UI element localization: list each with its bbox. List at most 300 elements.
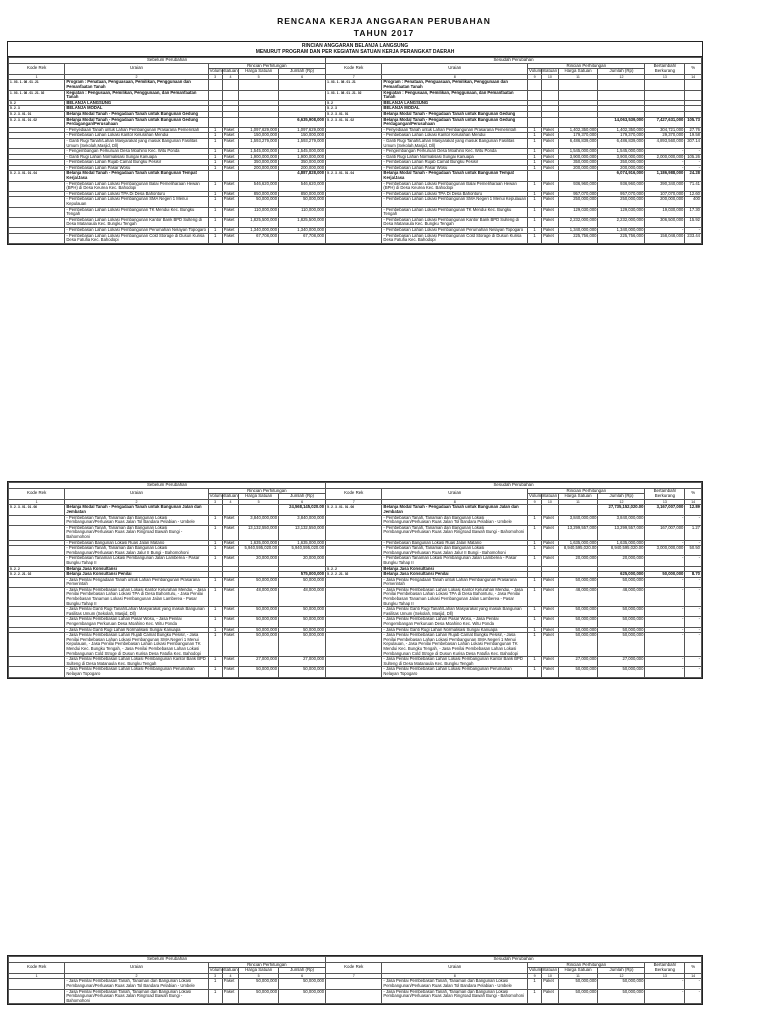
cell-jumlah2: 50,000,000 <box>598 607 645 617</box>
column-index: 2 <box>65 74 208 80</box>
cell-harga: 50,000,000 <box>239 979 279 989</box>
cell-uraian: Belanja Modal Tanah - Pengadaan Tanah untuk Bangunan Tempat Kerja/Jasa <box>65 171 208 181</box>
cell-jumlah2: 50,000,000 <box>598 577 645 587</box>
column-index: 12 <box>598 499 645 505</box>
cell-pct: - <box>685 627 702 633</box>
cell-vol2: 1 <box>528 546 542 556</box>
cell-uraian: - Jasa Penilai Pembebasan Tanah, Tanaman dan Bangunan Lokasi Pembangunan/Perluasan Ruas Jalan Tol Bandara Pelabian - Umbele <box>65 979 208 989</box>
column-index: 3 <box>208 499 222 505</box>
cell-sat2: Paket <box>542 515 558 525</box>
cell-uraian2: Belanja Jasa Konsultansi Penilai <box>382 572 528 578</box>
cell-vol2: 1 <box>528 525 542 540</box>
cell-harga: 1,545,000,000 <box>239 149 279 155</box>
cell-uraian2: - Jasa Penilai Pembebasan Lahan Lokasi Kantor Kelurahan Mendui, - Jasa Penilai Pembebasan Lahan Lokasi TPA di Desa Bahonturu, - Jasa Penilai Pembebasan Tanaman Lokasi Pembangunan Jalan Lamberea - Pasar Bungku Tahap II <box>382 587 528 606</box>
cell-kode <box>9 577 65 587</box>
cell-kode <box>9 657 65 667</box>
cell-diff <box>645 80 685 90</box>
cell-jumlah2: 20,000,000 <box>598 556 645 566</box>
cell-sat2: Paket <box>542 617 558 627</box>
cell-jumlah2: 250,000,000 <box>598 197 645 207</box>
cell-vol2: 1 <box>528 607 542 617</box>
cell-jumlah2: 3,840,000,000 <box>598 515 645 525</box>
cell-vol: 1 <box>208 546 222 556</box>
cell-harga: 3,840,000,000 <box>239 515 279 525</box>
cell-jumlah: 50,000,000 <box>279 577 326 587</box>
header-rincian: Rincian Perhitungan <box>208 962 325 968</box>
cell-sat2: Paket <box>542 149 558 155</box>
cell-harga: 20,000,000 <box>239 556 279 566</box>
cell-harga: 50,000,000 <box>239 989 279 1004</box>
cell-vol2: 1 <box>528 667 542 677</box>
table-row <box>9 587 702 606</box>
header-satuan: Satuan <box>223 493 238 499</box>
cell-uraian: - Ganti Rugi Tanah/Lahan Masyarakat yang masuk Bangunan Fasilitas Umum (Sekolah,Masjid, Dll) <box>65 138 208 148</box>
cell-sat: Paket <box>222 540 238 546</box>
cell-sat2 <box>542 90 558 100</box>
header-harga-2: Harga Satuan <box>558 69 598 75</box>
header-satuan-2: Satuan <box>543 967 558 973</box>
cell-sat <box>222 171 238 181</box>
cell-sat: Paket <box>222 667 238 677</box>
cell-harga2: 50,000,000 <box>558 617 598 627</box>
cell-pct: - <box>685 607 702 617</box>
header-jumlah: Jumlah (Rp) <box>279 494 326 500</box>
cell-uraian: - Ganti Rugi Lahan Normalisasi Sungai Kanuapa <box>65 154 208 160</box>
cell-jumlah2: 2,232,000,000 <box>598 217 645 227</box>
cell-jumlah: 546,620,000 <box>279 181 326 191</box>
cell-harga: 1,900,000,000 <box>239 154 279 160</box>
header-after: Sesudah Perubahan <box>326 957 702 963</box>
cell-uraian: BELANJA MODAL <box>65 106 208 112</box>
header-rincian: Rincian Perhitungan <box>208 488 325 494</box>
cell-uraian: - Jasa Penilai Pembebasan Lahan Lokasi Kantor Kelurahan Mendui, - Jasa Penilai Pembebasan Lahan Lokasi TPA di Desa Bahonturu, - Jasa Penilai Pembebasan Tanaman Lokasi Pembangunan Jalan Lamberea - Pasar Bungku Tahap II <box>65 587 208 606</box>
cell-sat: Paket <box>222 989 238 1004</box>
header-rincian-2: Rincian Perhitungan <box>528 63 645 69</box>
cell-sat2: Paket <box>542 138 558 148</box>
cell-sat: Paket <box>222 556 238 566</box>
cell-harga2: 1,635,000,000 <box>558 540 598 546</box>
cell-pct <box>685 90 702 100</box>
cell-pct <box>685 80 702 90</box>
cell-uraian: Belanja Jasa Konsultansi Penilai <box>65 572 208 578</box>
cell-jumlah2: 936,960,000 <box>598 181 645 191</box>
cell-harga2: 179,370,000 <box>558 133 598 139</box>
cell-harga2: 50,000,000 <box>558 667 598 677</box>
cell-uraian: - Pembebasan Bangunan Lokasi Ruas Jalan Matano <box>65 540 208 546</box>
header-jumlah: Jumlah (Rp) <box>279 69 326 75</box>
cell-harga: 110,000,000 <box>239 207 279 217</box>
column-index: 1 <box>9 74 65 80</box>
cell-sat: Paket <box>222 657 238 667</box>
column-index: 9 <box>528 74 542 80</box>
cell-diff: 304,721,000 <box>645 127 685 133</box>
cell-sat <box>222 505 238 515</box>
column-index: 6 <box>279 973 326 979</box>
cell-harga2: 50,000,000 <box>558 989 598 1004</box>
cell-harga <box>239 80 279 90</box>
header-uraian: Uraian <box>65 63 208 74</box>
cell-diff: - <box>645 540 685 546</box>
table-row <box>9 90 702 100</box>
cell-pct: - <box>685 515 702 525</box>
cell-harga2: 13,299,557,000 <box>558 525 598 540</box>
cell-harga: 546,620,000 <box>239 181 279 191</box>
cell-pct: 105.26 <box>685 154 702 160</box>
cell-vol2: 1 <box>528 515 542 525</box>
column-index: 4 <box>222 74 238 80</box>
cell-jumlah: 50,000,000 <box>279 979 326 989</box>
cell-harga: 27,000,000 <box>239 657 279 667</box>
column-index: 10 <box>542 973 558 979</box>
cell-sat: Paket <box>222 587 238 606</box>
cell-kode: 5 . 2 . 3 <box>9 106 65 112</box>
cell-vol2: 1 <box>528 165 542 171</box>
cell-uraian: Belanja Modal Tanah - Pengadaan Tanah untuk Bangunan Gedung Perdagangan/Perusahaan <box>65 117 208 127</box>
cell-diff <box>645 90 685 100</box>
cell-pct: 50.50 <box>685 546 702 556</box>
cell-jumlah: 50,000,000 <box>279 617 326 627</box>
cell-kode2 <box>326 138 382 148</box>
cell-jumlah: 50,000,000 <box>279 607 326 617</box>
cell-sat <box>222 90 238 100</box>
cell-jumlah: 3,840,000,000 <box>279 515 326 525</box>
cell-kode2 <box>326 587 382 606</box>
cell-pct: 307.14 <box>685 138 702 148</box>
cell-harga2: 350,000,000 <box>558 160 598 166</box>
column-index: 3 <box>208 973 222 979</box>
cell-vol: 1 <box>208 154 222 160</box>
cell-harga2: 48,000,000 <box>558 587 598 606</box>
cell-uraian2: Belanja Modal Tanah - Pengadaan Tanah untuk Bangunan Gedung Perdagangan/Perusahaan <box>382 117 528 127</box>
budget-table-3 <box>8 956 702 1004</box>
cell-sat: Paket <box>222 191 238 197</box>
cell-uraian: - Penyediaan Tanah untuk Lahan Pembangunan Prasarana Pemerintah <box>65 127 208 133</box>
table-row <box>9 657 702 667</box>
cell-vol: 1 <box>208 657 222 667</box>
cell-kode <box>9 233 65 243</box>
cell-kode: 1 . 03 . 1 . 08 . 01 . 21 . 02 <box>9 90 65 100</box>
cell-uraian2: - Pembebasan Tanah, Tanaman dan Bangunan Lokasi Pembangunan/Perluasan Ruas Jalan Ringroad Bawah Bungi - Bahomohoni <box>382 525 528 540</box>
cell-sat2: Paket <box>542 979 558 989</box>
cell-harga <box>239 90 279 100</box>
column-index: 13 <box>645 973 685 979</box>
cell-harga: 850,000,000 <box>239 191 279 197</box>
cell-harga: 1,593,279,000 <box>239 138 279 148</box>
cell-kode: 5 . 2 . 3 . 01 . 01 . 02 <box>9 117 65 127</box>
cell-jumlah2: 129,030,000 <box>598 207 645 217</box>
cell-kode <box>9 979 65 989</box>
cell-diff: - <box>645 577 685 587</box>
cell-uraian2: Belanja Modal Tanah - Pengadaan Tanah untuk Bangunan Jalan dan Jembatan <box>382 505 528 515</box>
cell-sat: Paket <box>222 607 238 617</box>
cell-jumlah2: 200,000,000 <box>598 165 645 171</box>
cell-sat2: Paket <box>542 217 558 227</box>
cell-sat: Paket <box>222 165 238 171</box>
sheet-subtitle <box>8 42 702 57</box>
cell-pct: 105.73 <box>685 117 702 127</box>
cell-vol2: 1 <box>528 556 542 566</box>
column-index: 4 <box>222 973 238 979</box>
column-index: 10 <box>542 74 558 80</box>
cell-jumlah: 27,000,000 <box>279 657 326 667</box>
cell-jumlah2: 14,063,539,000 <box>598 117 645 127</box>
column-index: 11 <box>558 74 598 80</box>
cell-harga2: 200,000,000 <box>558 165 598 171</box>
column-index: 8 <box>382 973 528 979</box>
cell-harga2: 129,030,000 <box>558 207 598 217</box>
cell-vol: 1 <box>208 217 222 227</box>
cell-kode2 <box>326 979 382 989</box>
cell-diff: 306,500,000 <box>645 217 685 227</box>
cell-jumlah: 150,000,000 <box>279 133 326 139</box>
header-harga: Harga Satuan <box>239 968 279 974</box>
header-after: Sesudah Perubahan <box>326 58 702 64</box>
cell-harga2: 50,000,000 <box>558 607 598 617</box>
cell-jumlah2 <box>598 90 645 100</box>
cell-jumlah: 24,568,145,020.00 <box>279 505 326 515</box>
document-title: RENCANA KERJA ANGGARAN PERUBAHAN <box>277 16 491 26</box>
table-row <box>9 577 702 587</box>
cell-pct: - <box>685 165 702 171</box>
cell-uraian: - Pembebasan Lahan Lokasi Kantor Kelurahan Mendui <box>65 133 208 139</box>
cell-diff: 390,340,000 <box>645 181 685 191</box>
column-index: 6 <box>279 74 326 80</box>
column-index: 5 <box>239 973 279 979</box>
cell-vol2: 1 <box>528 138 542 148</box>
cell-harga2 <box>558 505 598 515</box>
header-kode-rek-2: Kode Rek <box>326 962 382 973</box>
cell-kode2 <box>326 217 382 227</box>
cell-kode2: 5 . 2 <box>326 100 382 106</box>
cell-diff: - <box>645 607 685 617</box>
cell-pct: - <box>685 556 702 566</box>
cell-uraian: Belanja Jasa Konsultansi <box>65 566 208 572</box>
cell-jumlah2: 3,900,000,000 <box>598 154 645 160</box>
cell-uraian: - Jasa Penilai Pembebasan Lahan Rujab Camat Bungku Pesisir, - Jasa Penilai Pembebasan Lahan Lokasi Pembangunan SMA Negeri 1 Menui Kepulauan, - Jasa Penilai Pembebasan Lahan Lokasi Pembangunan TK Mendui Kec. Bungku Tengah, - Jasa Penilai Pembebasan Lahan Lokasi Pembangunan Cold Stroge di Dusun Kurisa Desa Fatufia Kec. Bahodopi <box>65 633 208 657</box>
cell-pct: - <box>685 587 702 606</box>
cell-kode <box>9 989 65 1004</box>
cell-uraian2: Belanja Jasa Konsultansi <box>382 566 528 572</box>
cell-pct: 400 <box>685 197 702 207</box>
cell-harga2: 3,840,000,000 <box>558 515 598 525</box>
cell-vol: 1 <box>208 515 222 525</box>
cell-uraian2: - Jasa Penilai Pembebasan Lahan Lokasi Pembangunan Kantor Bank BPD Sulteng di Desa Matanaula Kec. Bungku Tengah <box>382 657 528 667</box>
cell-harga: 1,097,629,000 <box>239 127 279 133</box>
column-index: 13 <box>645 499 685 505</box>
cell-harga: 50,000,000 <box>239 627 279 633</box>
column-index: 6 <box>279 499 326 505</box>
cell-uraian2: - Jasa Penilai Pengadaan Tanah untuk Lahan Pembangunan Prasarana Pemerintah <box>382 577 528 587</box>
cell-vol2: 1 <box>528 207 542 217</box>
cell-jumlah: 50,000,000 <box>279 989 326 1004</box>
cell-kode: 1 . 03 . 1 . 08 . 01 . 21 <box>9 80 65 90</box>
cell-pct: - <box>685 617 702 627</box>
cell-harga: 50,000,000 <box>239 633 279 657</box>
column-index: 10 <box>542 499 558 505</box>
table-row <box>9 233 702 243</box>
cell-vol: 1 <box>208 607 222 617</box>
cell-vol2: 1 <box>528 154 542 160</box>
cell-diff: - <box>645 979 685 989</box>
cell-vol: 1 <box>208 233 222 243</box>
cell-jumlah2: 27,735,152,020.00 <box>598 505 645 515</box>
cell-jumlah2: 50,000,000 <box>598 617 645 627</box>
cell-jumlah2: 6,486,839,000 <box>598 138 645 148</box>
cell-kode2 <box>326 525 382 540</box>
cell-uraian: - Pembebasan Lahan Lokasi Pembangunan SMA Negeri 1 Menui Kepulauan <box>65 197 208 207</box>
cell-uraian2: Belanja Modal Tanah - Pengadaan Tanah untuk Bangunan Gedung <box>382 111 528 117</box>
cell-uraian2: - Pembebasan Lahan Lokasi Pembangunan Kantor Bank BPD Sulteng di Desa Matanaula Kec. Bungku Tengah <box>382 217 528 227</box>
cell-harga <box>239 171 279 181</box>
column-index: 7 <box>326 74 382 80</box>
cell-vol: 1 <box>208 165 222 171</box>
cell-jumlah: 50,000,000 <box>279 633 326 657</box>
cell-sat2 <box>542 80 558 90</box>
cell-harga: 67,708,000 <box>239 233 279 243</box>
cell-jumlah <box>279 80 326 90</box>
cell-uraian2: - Pengembangan Perkuruan Desa Moahino Kec. Witu Ponda <box>382 149 528 155</box>
cell-harga2: 1,402,350,000 <box>558 127 598 133</box>
cell-vol: 1 <box>208 160 222 166</box>
cell-jumlah2: 50,000,000 <box>598 667 645 677</box>
cell-diff: 3,167,007,000 <box>645 505 685 515</box>
cell-uraian2: - Pembebasan Bangunan Lokasi Ruas Jalan Matano <box>382 540 528 546</box>
cell-vol2: 1 <box>528 191 542 197</box>
cell-uraian: - Jasa Penilai Ganti Rugi Lahan Normalisasi Sungai Kanuapa <box>65 627 208 633</box>
column-index: 14 <box>685 973 702 979</box>
table-row <box>9 207 702 217</box>
cell-jumlah2 <box>598 80 645 90</box>
cell-vol: 1 <box>208 181 222 191</box>
cell-diff: 1,186,988,000 <box>645 171 685 181</box>
cell-vol: 1 <box>208 207 222 217</box>
cell-uraian: - Jasa Penilai Pengadaan Tanah untuk Lahan Pembangunan Prasarana Pemerintah <box>65 577 208 587</box>
cell-kode2: 5 . 2 . 2 <box>326 566 382 572</box>
cell-sat <box>222 80 238 90</box>
header-uraian-2: Uraian <box>382 962 528 973</box>
cell-kode <box>9 617 65 627</box>
column-index: 7 <box>326 973 382 979</box>
cell-uraian: BELANJA LANGSUNG <box>65 100 208 106</box>
cell-harga: 1,825,500,000 <box>239 217 279 227</box>
cell-jumlah2: 6,074,916,000 <box>598 171 645 181</box>
cell-sat2: Paket <box>542 607 558 617</box>
cell-jumlah: 575,000,000 <box>279 572 326 578</box>
header-kode-rek-2: Kode Rek <box>326 63 382 74</box>
cell-uraian: Program : Penataan, Penguasaan, Pemilikan, Penggunaan dan Pemanfaatan Tanah <box>65 80 208 90</box>
table-row <box>9 217 702 227</box>
cell-harga2 <box>558 117 598 127</box>
cell-jumlah <box>279 90 326 100</box>
cell-jumlah: 50,000,000 <box>279 627 326 633</box>
cell-sat2: Paket <box>542 133 558 139</box>
cell-vol2: 1 <box>528 197 542 207</box>
cell-harga2: 3,900,000,000 <box>558 154 598 160</box>
cell-sat2: Paket <box>542 181 558 191</box>
cell-vol2 <box>528 80 542 90</box>
cell-uraian2: - Jasa Penilai Ganti Rugi Lahan Normalisasi Sungai Kanuapa <box>382 627 528 633</box>
cell-vol2: 1 <box>528 233 542 243</box>
cell-sat2 <box>542 117 558 127</box>
cell-sat: Paket <box>222 197 238 207</box>
cell-diff: 50,000,000 <box>645 572 685 578</box>
cell-kode: 5 . 2 . 3 . 01 . 01 . 04 <box>9 171 65 181</box>
cell-jumlah: 50,000,000 <box>279 667 326 677</box>
cell-harga: 50,000,000 <box>239 667 279 677</box>
header-persen: % <box>685 488 702 499</box>
cell-harga: 5,940,595,020.00 <box>239 546 279 556</box>
cell-uraian: - Jasa Penilai Pembebasan Tanah, Tanaman dan Bangunan Lokasi Pembangunan/Perluasan Ruas Jalan Ringroad Bawah Bungi - Bahomohoni <box>65 989 208 1004</box>
cell-jumlah2: 50,000,000 <box>598 633 645 657</box>
cell-vol <box>208 505 222 515</box>
cell-jumlah2: 48,000,000 <box>598 587 645 606</box>
cell-sat2: Paket <box>542 127 558 133</box>
cell-uraian2: - Ganti Rugi Lahan Normalisasi Sungai Kanuapa <box>382 154 528 160</box>
budget-table-2 <box>8 482 702 678</box>
cell-harga2: 957,070,000 <box>558 191 598 197</box>
cell-diff: 107,070,000 <box>645 191 685 197</box>
cell-pct: - <box>685 577 702 587</box>
cell-harga2: 50,000,000 <box>558 979 598 989</box>
cell-pct: 1.27 <box>685 525 702 540</box>
cell-kode2 <box>326 667 382 677</box>
cell-harga: 350,000,000 <box>239 160 279 166</box>
cell-sat: Paket <box>222 138 238 148</box>
cell-kode: 5 . 2 <box>9 100 65 106</box>
cell-vol2: 1 <box>528 228 542 234</box>
cell-jumlah: 1,545,000,000 <box>279 149 326 155</box>
cell-kode: 5 . 2 . 3 . 01 . 01 . 06 <box>9 505 65 515</box>
cell-uraian: - Pembebasan Tanaman Lokasi Pembangunan Jalan Lamberea - Pasar Bungku Tahap II <box>65 556 208 566</box>
cell-jumlah: 350,000,000 <box>279 160 326 166</box>
cell-uraian2: - Pembebasan Lahan Lokasi Pembangunan TK Mendui Kec. Bungku Tengah <box>382 207 528 217</box>
cell-vol2: 1 <box>528 627 542 633</box>
cell-pct: 27.76 <box>685 127 702 133</box>
cell-kode <box>9 515 65 525</box>
cell-sat2: Paket <box>542 989 558 1004</box>
cell-kode <box>9 607 65 617</box>
table-row <box>9 138 702 148</box>
cell-pct: 24.28 <box>685 171 702 181</box>
cell-kode <box>9 556 65 566</box>
cell-diff: - <box>645 587 685 606</box>
cell-sat: Paket <box>222 233 238 243</box>
cell-kode2 <box>326 556 382 566</box>
header-volume-2: Volume <box>529 967 544 973</box>
table-row <box>9 80 702 90</box>
cell-sat2: Paket <box>542 525 558 540</box>
table-row <box>9 667 702 677</box>
cell-sat: Paket <box>222 217 238 227</box>
cell-vol2: 1 <box>528 127 542 133</box>
cell-harga: 1,635,000,000 <box>239 540 279 546</box>
column-index: 8 <box>382 74 528 80</box>
cell-sat2: Paket <box>542 577 558 587</box>
header-volume: Volume <box>209 68 225 74</box>
cell-pct: 12.89 <box>685 505 702 515</box>
cell-kode2: 1 . 03 . 1 . 08 . 01 . 21 <box>326 80 382 90</box>
cell-vol2: 1 <box>528 217 542 227</box>
cell-harga2: 250,000,000 <box>558 197 598 207</box>
column-index: 14 <box>685 499 702 505</box>
cell-vol: 1 <box>208 587 222 606</box>
cell-harga2 <box>558 80 598 90</box>
header-rincian: Rincian Perhitungan <box>208 63 325 69</box>
cell-kode2: 5 . 2 . 3 . 01 . 01 . 06 <box>326 505 382 515</box>
cell-harga: 1,340,000,000 <box>239 228 279 234</box>
cell-vol2: 1 <box>528 633 542 657</box>
cell-harga <box>239 117 279 127</box>
